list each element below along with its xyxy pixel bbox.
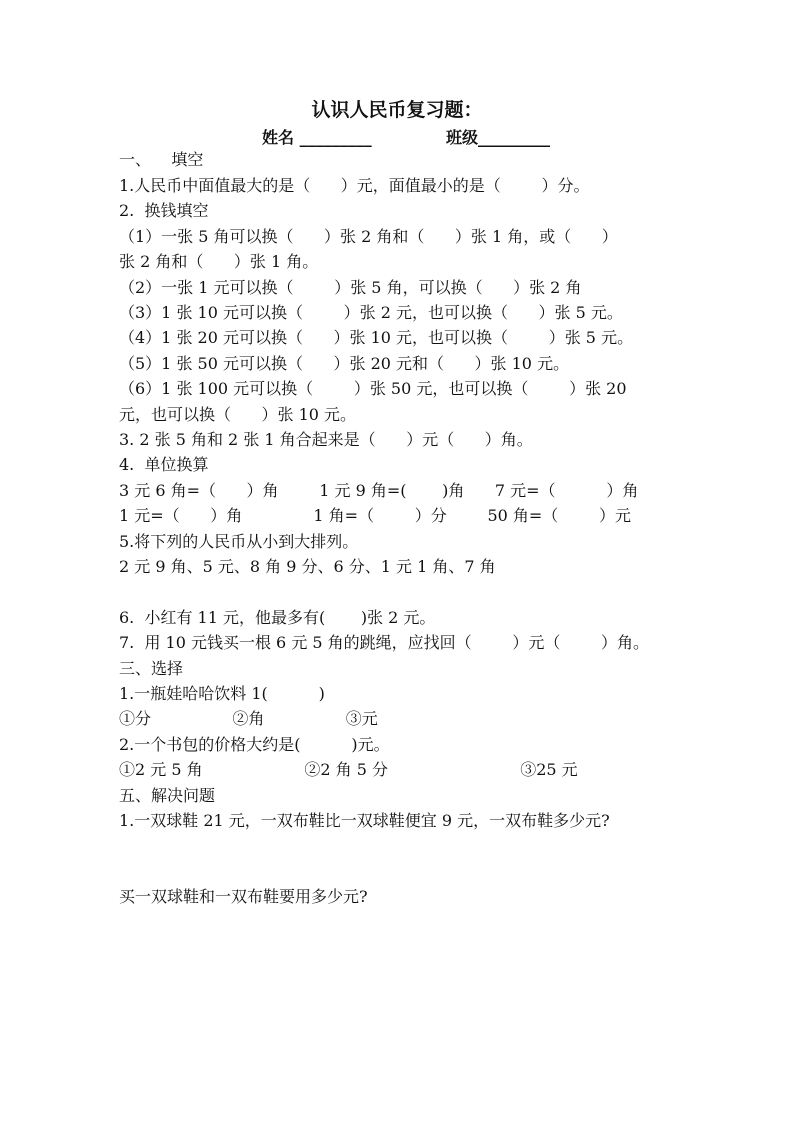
question-2-1: （1）一张 5 角可以换（ ）张 2 角和（ ）张 1 角，或（ ） bbox=[119, 227, 618, 246]
question-2-5: （5）1 张 50 元可以换（ ）张 20 元和（ ）张 10 元。 bbox=[119, 354, 570, 373]
section-fill-in-heading: 一、 填空 bbox=[119, 150, 204, 169]
question-2-6-cont: 元，也可以换（ ）张 10 元。 bbox=[119, 405, 357, 424]
question-4-row-2: 1 元=（ ）角 1 角=（ ）分 50 角=（ ）元 bbox=[119, 506, 631, 525]
choice-1: 1.一瓶娃哈哈饮料 1( ) bbox=[119, 684, 325, 703]
choice-1-options: ①分 ②角 ③元 bbox=[119, 709, 378, 728]
question-6: 6. 小红有 11 元，他最多有( )张 2 元。 bbox=[119, 608, 436, 627]
choice-2: 2.一个书包的价格大约是( )元。 bbox=[119, 735, 390, 754]
question-3: 3. 2 张 5 角和 2 张 1 角合起来是（ ）元（ ）角。 bbox=[119, 430, 533, 449]
question-2-1-cont: 张 2 角和（ ）张 1 角。 bbox=[119, 252, 319, 271]
section-choice-heading: 三、选择 bbox=[119, 659, 184, 678]
problem-1: 1.一双球鞋 21 元，一双布鞋比一双球鞋便宜 9 元，一双布鞋多少元? bbox=[119, 811, 610, 830]
question-2-4: （4）1 张 20 元可以换（ ）张 10 元，也可以换（ ）张 5 元。 bbox=[119, 328, 634, 347]
name-field: 姓名 _________ bbox=[262, 128, 372, 147]
question-5: 5.将下列的人民币从小到大排列。 bbox=[119, 532, 359, 551]
question-2-2: （2）一张 1 元可以换（ ）张 5 角，可以换（ ）张 2 角 bbox=[119, 278, 582, 297]
class-field: 班级_________ bbox=[446, 128, 551, 147]
question-5-items: 2 元 9 角、5 元、8 角 9 分、6 分、1 元 1 角、7 角 bbox=[119, 557, 496, 576]
section-problem-heading: 五、解决问题 bbox=[119, 786, 216, 805]
problem-1-followup: 买一双球鞋和一双布鞋要用多少元? bbox=[119, 887, 368, 906]
question-4-heading: 4. 单位换算 bbox=[119, 455, 209, 474]
question-2-3: （3）1 张 10 元可以换（ ）张 2 元，也可以换（ ）张 5 元。 bbox=[119, 303, 623, 322]
question-2-heading: 2. 换钱填空 bbox=[119, 201, 209, 220]
question-7: 7. 用 10 元钱买一根 6 元 5 角的跳绳，应找回（ ）元（ ）角。 bbox=[119, 633, 650, 652]
choice-2-options: ①2 元 5 角 ②2 角 5 分 ③25 元 bbox=[119, 760, 578, 779]
question-2-6: （6）1 张 100 元可以换（ ）张 50 元，也可以换（ ）张 20 bbox=[119, 379, 627, 398]
question-1: 1.人民币中面值最大的是（ ）元，面值最小的是（ ）分。 bbox=[119, 176, 590, 195]
page-title: 认识人民币复习题： bbox=[311, 99, 483, 121]
question-4-row-1: 3 元 6 角=（ ）角 1 元 9 角=( )角 7 元=（ ）角 bbox=[119, 481, 639, 500]
